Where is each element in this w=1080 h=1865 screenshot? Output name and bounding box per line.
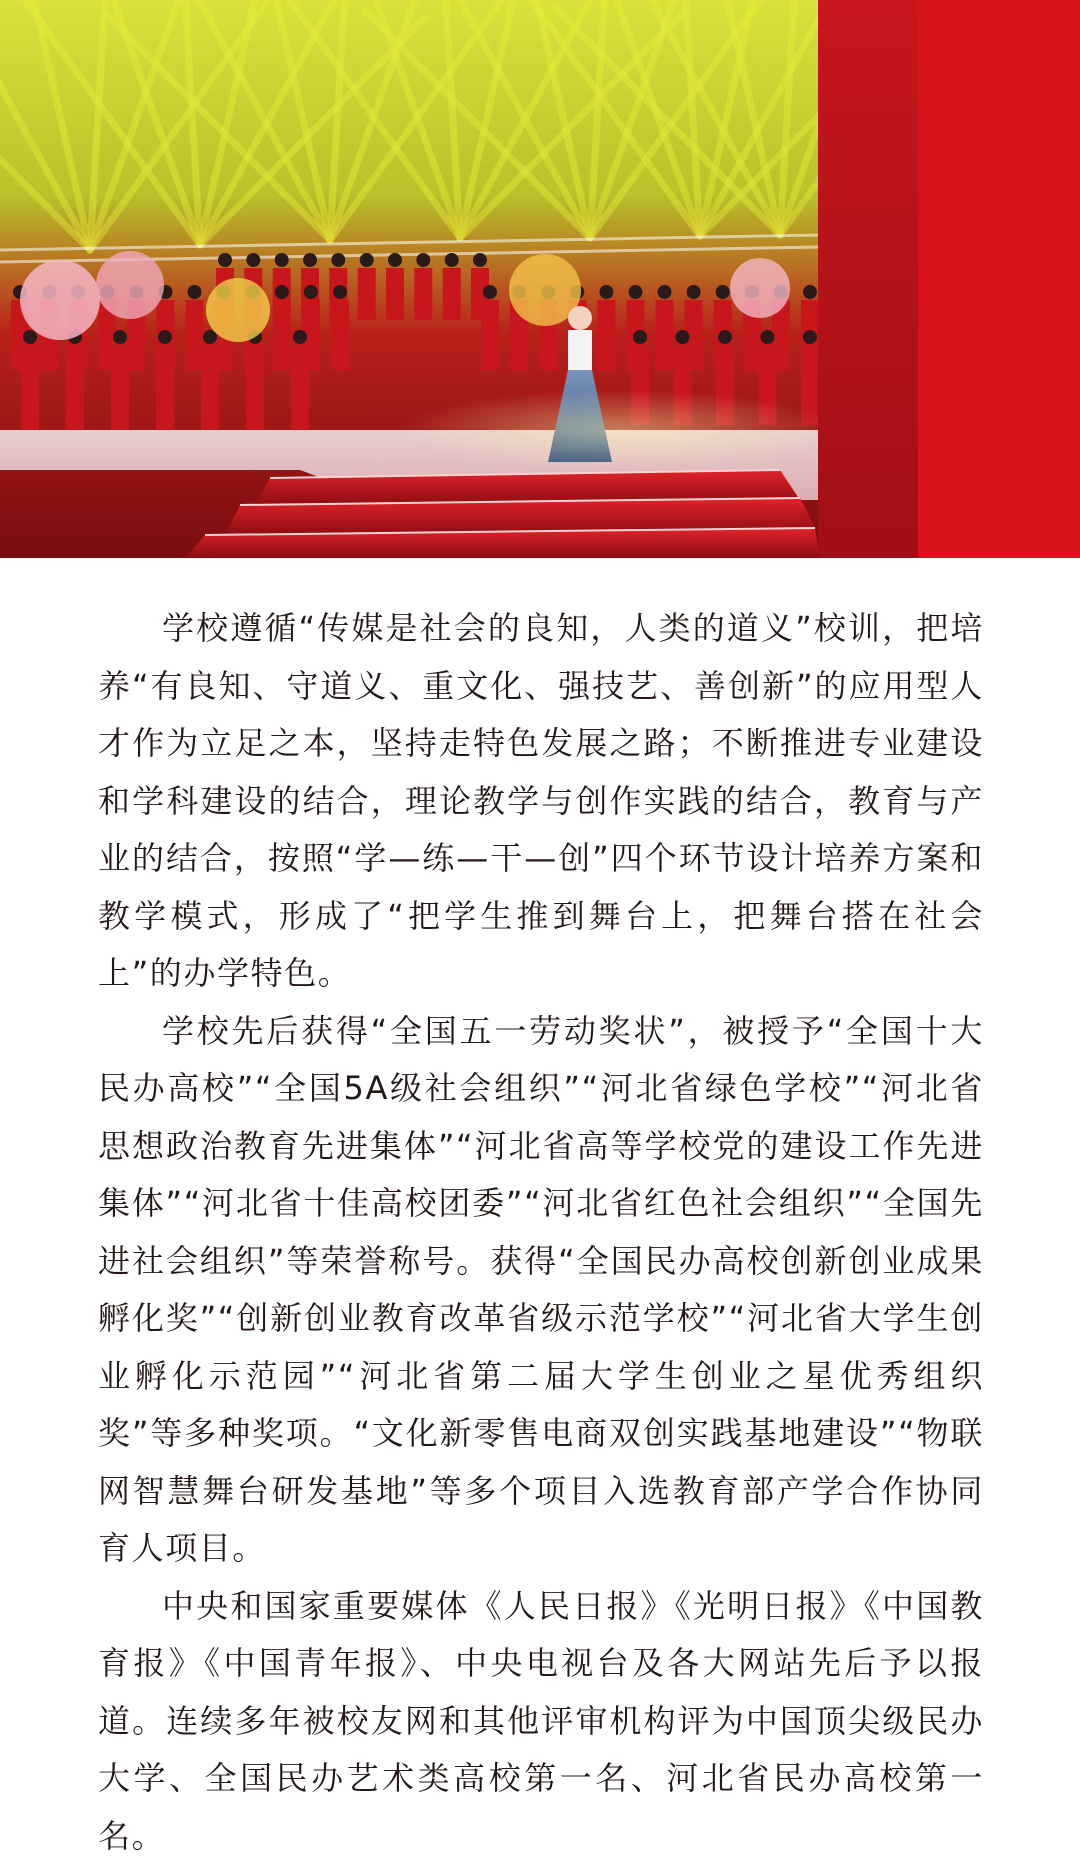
stage-performance-photo: [0, 0, 1080, 558]
singer-body: [66, 345, 84, 430]
singer-head: [803, 330, 817, 344]
singer-head: [275, 253, 289, 267]
singer-body: [156, 345, 174, 430]
singer-body: [656, 300, 674, 370]
singer-head: [473, 253, 487, 267]
singer-head: [360, 253, 374, 267]
singer-body: [481, 300, 499, 370]
singer-head: [716, 285, 730, 299]
singer-body: [443, 268, 461, 320]
singer-body: [597, 300, 615, 370]
singer-head: [188, 285, 202, 299]
singer-body: [246, 345, 264, 430]
singer-head: [416, 253, 430, 267]
red-banner-strip: [918, 0, 1080, 558]
singer-body: [201, 345, 219, 430]
singer-head: [331, 253, 345, 267]
singer-body: [358, 268, 376, 320]
singer-head: [629, 285, 643, 299]
singer-body: [291, 345, 309, 430]
paragraph-honors: 学校先后获得“全国五一劳动奖状”，被授予“全国十大民办高校”“全国5A级社会组织”“河北省绿色学校”“河北省思想政治教育先进集体”“河北省高等学校党的建设工作先进集体”“河北省十佳高校团委”“河北省红色社会组织”“全国先进社会组织”等荣誉称号。获得“全国民办高校创新创业成果孵化奖”“创新创业教育改革省级示范学校”“河北省大学生创业孵化示范园”“河北省第二届大学生创业之星优秀组织奖”等多种奖项。“文化新零售电商双创实践基地建设”“物联网智慧舞台研发基地”等多个项目入选教育部产学合作协同育人项目。: [98, 1003, 984, 1578]
singer-head: [633, 330, 647, 344]
paragraph-media-coverage: 中央和国家重要媒体《人民日报》《光明日报》《中国教育报》《中国青年报》、中央电视台及各大网站先后予以报道。连续多年被校友网和其他评审机构评为中国顶尖级民办大学、全国民办艺术类高校第一名、河北省民办高校第一名。: [98, 1578, 984, 1865]
hero-photo: [0, 0, 1080, 558]
singer-body: [331, 300, 349, 370]
singer-head: [303, 253, 317, 267]
singer-head: [218, 253, 232, 267]
singer-body: [386, 268, 404, 320]
singer-head: [445, 253, 459, 267]
singer-body: [111, 345, 129, 430]
singer-head: [333, 285, 347, 299]
singer-head: [246, 253, 260, 267]
singer-head: [113, 330, 127, 344]
singer-head: [158, 330, 172, 344]
singer-body: [414, 268, 432, 320]
singer-head: [718, 330, 732, 344]
singer-head: [293, 330, 307, 344]
stage-mist: [400, 390, 840, 470]
singer-head: [388, 253, 402, 267]
stage-steps: [185, 470, 820, 558]
singer-body: [186, 300, 204, 370]
singer-head: [761, 330, 775, 344]
singer-body: [21, 345, 39, 430]
singer-head: [275, 285, 289, 299]
article-body: [98, 600, 984, 1865]
singer-head: [483, 285, 497, 299]
singer-head: [304, 285, 318, 299]
singer-body: [273, 300, 291, 370]
singer-head: [599, 285, 613, 299]
singer-head: [658, 285, 672, 299]
singer-head: [23, 330, 37, 344]
singer-head: [676, 330, 690, 344]
singer-head: [803, 285, 817, 299]
paragraph-school-motto: 学校遵循“传媒是社会的良知，人类的道义”校训，把培养“有良知、守道义、重文化、强技艺、善创新”的应用型人才作为立足之本，坚持走特色发展之路；不断推进专业建设和学科建设的结合，理论教学与创作实践的结合，教育与产业的结合，按照“学—练—干—创”四个环节设计培养方案和教学模式，形成了“把学生推到舞台上，把舞台搭在社会上”的办学特色。: [98, 600, 984, 1003]
singer-head: [687, 285, 701, 299]
